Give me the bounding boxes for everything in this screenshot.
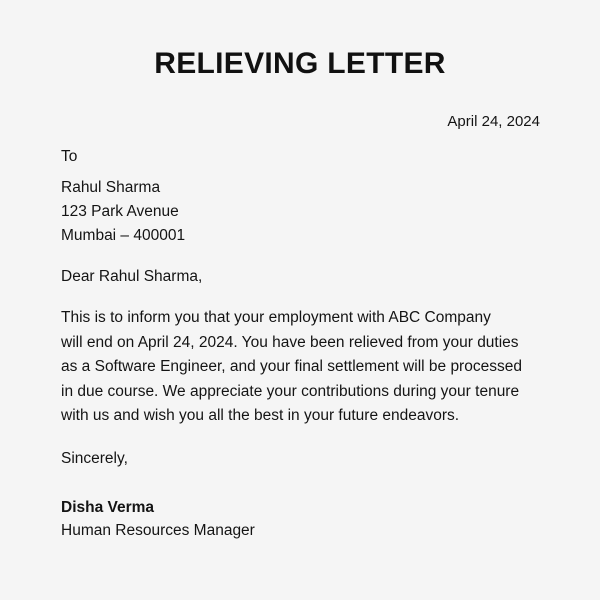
recipient-address bbox=[61, 176, 185, 248]
salutation: Dear Rahul Sharma, bbox=[61, 268, 203, 285]
body-line: will end on April 24, 2024. You have been relieved from your duties bbox=[61, 333, 519, 351]
signer-name: Disha Verma bbox=[61, 499, 155, 516]
letter-title: RELIEVING LETTER bbox=[154, 47, 446, 80]
body-line: as a Software Engineer, and your final settlement will be processed bbox=[61, 358, 522, 375]
recipient-address-line1: 123 Park Avenue bbox=[61, 203, 179, 220]
signer-title: Human Resources Manager bbox=[61, 522, 255, 539]
closing: Sincerely, bbox=[61, 450, 128, 467]
to-label: To bbox=[61, 148, 78, 165]
body-line: with us and wish you all the best in your future endeavors. bbox=[61, 407, 460, 424]
recipient-name: Rahul Sharma bbox=[61, 179, 161, 196]
body-line: in due course. We appreciate your contributions during your tenure bbox=[61, 382, 520, 400]
letter-date: April 24, 2024 bbox=[447, 113, 540, 130]
body-line: This is to inform you that your employment with ABC Company bbox=[61, 309, 491, 326]
recipient-address-line2: Mumbai – 400001 bbox=[61, 227, 186, 244]
letter-body bbox=[61, 306, 551, 429]
